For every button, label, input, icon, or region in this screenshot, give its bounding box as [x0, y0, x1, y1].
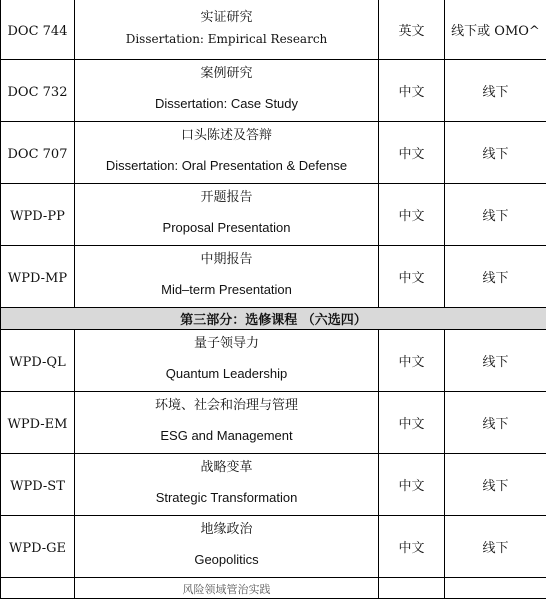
course-name-cn: 实证研究	[75, 8, 378, 28]
course-code: WPD-QL	[9, 355, 65, 370]
course-code: DOC 732	[8, 85, 68, 100]
course-name-cn: 案例研究	[75, 64, 378, 84]
table-row	[1, 454, 546, 516]
course-name-en: Quantum Leadership	[75, 364, 378, 384]
course-name-cell	[75, 0, 379, 60]
course-name-cn: 风险领域管治实践	[183, 583, 271, 596]
course-name-cn: 开题报告	[75, 188, 378, 208]
table-row	[1, 184, 546, 246]
course-name-cn: 环境、社会和治理与管理	[75, 396, 378, 416]
course-name-cn: 战略变革	[75, 458, 378, 478]
course-name-en: Mid–term Presentation	[75, 280, 378, 300]
course-code-cell	[1, 0, 75, 60]
course-code: WPD-ST	[10, 479, 65, 494]
table-row	[1, 330, 546, 392]
course-language: 中文	[398, 479, 424, 494]
course-mode: 线下	[482, 355, 508, 370]
course-name-cn: 量子领导力	[75, 334, 378, 354]
table-row	[1, 60, 546, 122]
course-language: 中文	[398, 209, 424, 224]
course-mode: 线下	[482, 271, 508, 286]
course-code: WPD-GE	[9, 541, 66, 556]
course-code: WPD-MP	[8, 271, 67, 286]
table-row	[1, 246, 546, 308]
course-mode: 线下	[482, 417, 508, 432]
course-mode: 线下	[482, 85, 508, 100]
course-language: 中文	[398, 271, 424, 286]
table-row	[1, 122, 546, 184]
course-language: 中文	[398, 85, 424, 100]
mode-cell	[445, 0, 546, 60]
table-row-partial	[1, 578, 546, 599]
course-mode: 线下	[482, 209, 508, 224]
course-name-en: Dissertation: Case Study	[75, 94, 378, 114]
course-name-en: Proposal Presentation	[75, 218, 378, 238]
course-code: DOC 744	[8, 24, 68, 39]
course-language: 中文	[398, 541, 424, 556]
course-name-en: ESG and Management	[75, 426, 378, 446]
course-code: DOC 707	[8, 147, 68, 162]
section-title: 第三部分：选修课程 （六选四）	[1, 308, 546, 330]
course-mode: 线下	[482, 147, 508, 162]
course-language: 中文	[398, 417, 424, 432]
table-row	[1, 0, 546, 60]
course-name-cn: 地缘政治	[75, 520, 378, 540]
course-mode: 线下或 OMO^	[451, 24, 540, 39]
course-mode: 线下	[482, 541, 508, 556]
language-cell	[379, 0, 445, 60]
table-row	[1, 392, 546, 454]
course-language: 中文	[398, 147, 424, 162]
course-name-en: Dissertation: Empirical Research	[75, 28, 378, 50]
course-code: WPD-EM	[8, 417, 68, 432]
course-language: 中文	[398, 355, 424, 370]
course-mode: 线下	[482, 479, 508, 494]
course-name-cn: 口头陈述及答辩	[75, 126, 378, 146]
table-row	[1, 516, 546, 578]
course-language: 英文	[398, 24, 424, 39]
course-code: WPD-PP	[10, 209, 65, 224]
section-header-row	[1, 308, 546, 330]
course-name-en: Strategic Transformation	[75, 488, 378, 508]
course-name-en: Geopolitics	[75, 550, 378, 570]
course-name-en: Dissertation: Oral Presentation & Defense	[75, 156, 378, 176]
course-name-cn: 中期报告	[75, 250, 378, 270]
